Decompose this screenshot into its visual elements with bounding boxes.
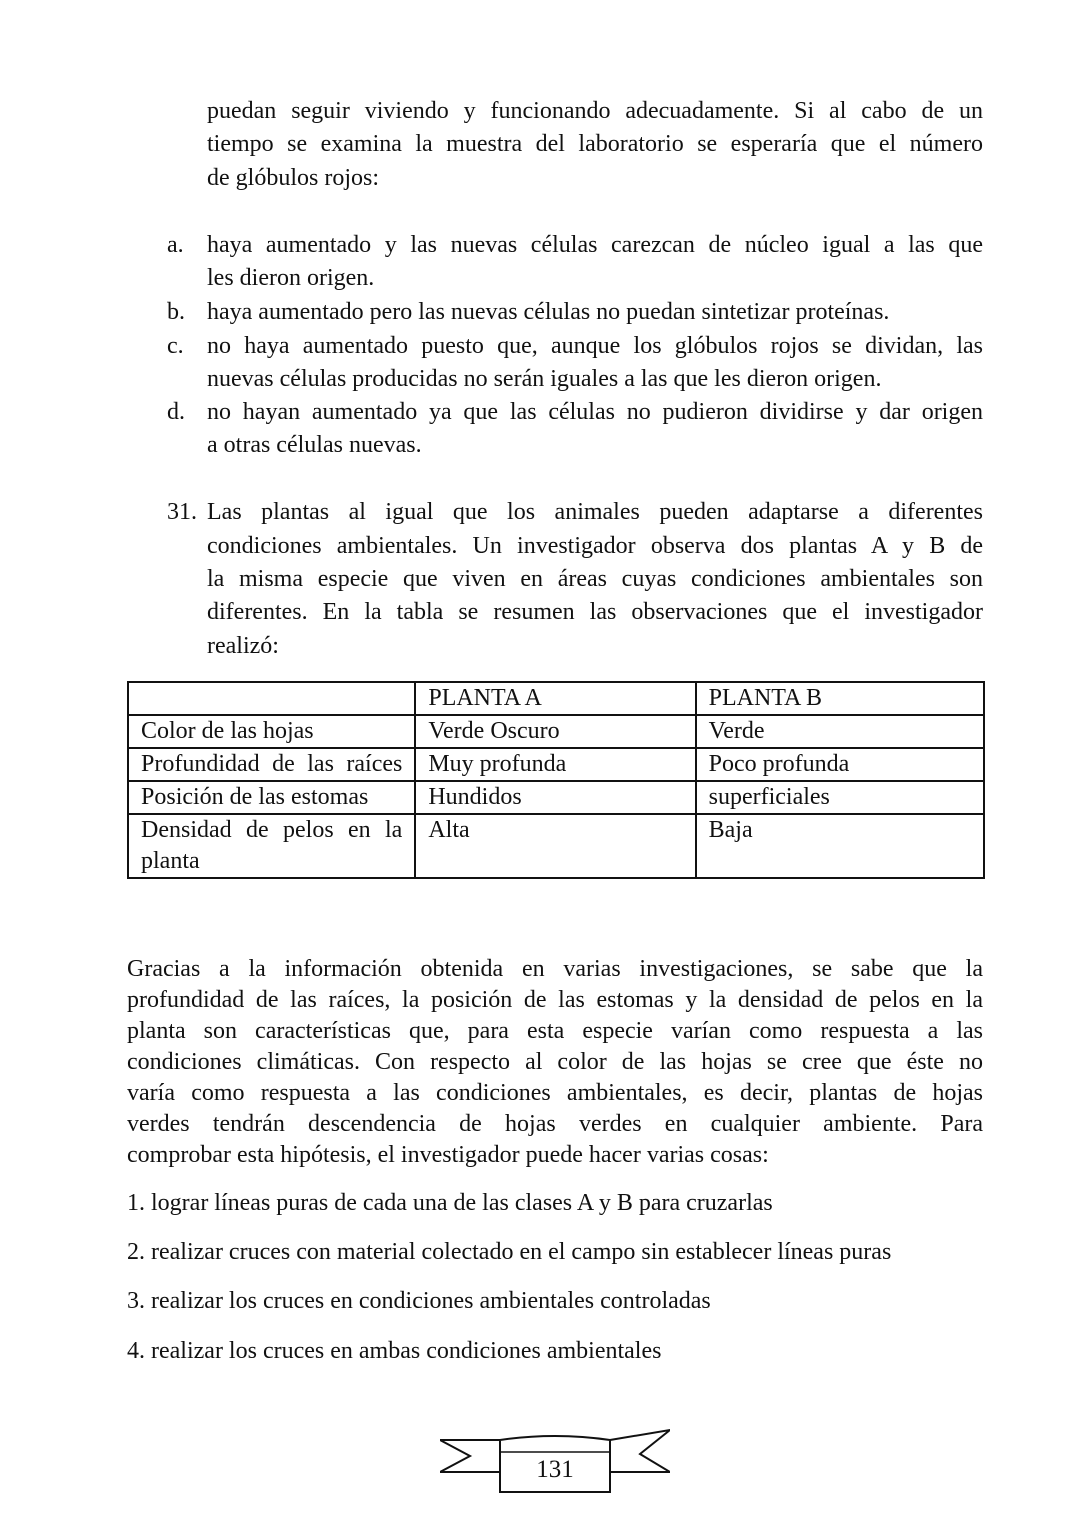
numbered-item: 4. realizar los cruces en ambas condiciones ambientales [127, 1338, 662, 1364]
table-row [128, 781, 984, 814]
table-cell [128, 748, 415, 781]
table-header-cell: PLANTA B [696, 682, 984, 715]
paragraph-line: varía como respuesta a las condiciones ambientales, es decir, plantas de hojas [127, 1080, 983, 1106]
table-cell-text: Profundidad de las raíces [141, 751, 403, 777]
paragraph-line: Gracias a la información obtenida en varias investigaciones, se sabe que la [127, 956, 983, 982]
page-number: 131 [536, 1456, 574, 1483]
option-marker-a: a. [167, 232, 184, 258]
table-cell: Hundidos [415, 781, 695, 814]
table-cell: superficiales [696, 781, 984, 814]
table-cell: Verde [696, 715, 984, 748]
numbered-item: 1. lograr líneas puras de cada una de las clases A y B para cruzarlas [127, 1190, 773, 1216]
table-cell: Muy profunda [415, 748, 695, 781]
observations-table [127, 681, 985, 879]
table-row [128, 748, 984, 781]
table-header-row [128, 682, 984, 715]
question-line: Las plantas al igual que los animales pueden adaptarse a diferentes [207, 499, 983, 525]
table-header-cell: PLANTA A [415, 682, 695, 715]
paragraph-line: planta son características que, para esta especie varían como respuesta a las [127, 1018, 983, 1044]
option-c-line: nuevas células producidas no serán iguales a las que les dieron origen. [207, 366, 882, 392]
table-cell-text: Densidad de pelos en la planta [141, 817, 403, 874]
paragraph-line: verdes tendrán descendencia de hojas verdes en cualquier ambiente. Para [127, 1111, 983, 1137]
table-cell [128, 814, 415, 878]
paragraph-line: condiciones climáticas. Con respecto al color de las hojas se cree que éste no [127, 1049, 983, 1075]
table-row [128, 814, 984, 878]
option-marker-c: c. [167, 333, 184, 359]
option-b-line: haya aumentado pero las nuevas células no puedan sintetizar proteínas. [207, 299, 890, 325]
question-line: diferentes. En la tabla se resumen las observaciones que el investigador [207, 599, 983, 625]
option-marker-b: b. [167, 299, 185, 325]
intro-line: de glóbulos rojos: [207, 165, 379, 191]
numbered-item: 3. realizar los cruces en condiciones ambientales controladas [127, 1288, 711, 1314]
table-cell: Color de las hojas [128, 715, 415, 748]
table-row [128, 715, 984, 748]
option-marker-d: d. [167, 399, 185, 425]
table-header-cell [128, 682, 415, 715]
question-line: condiciones ambientales. Un investigador observa dos plantas A y B de [207, 533, 983, 559]
table-cell: Posición de las estomas [128, 781, 415, 814]
numbered-item: 2. realizar cruces con material colectado en el campo sin establecer líneas puras [127, 1239, 892, 1265]
intro-line: tiempo se examina la muestra del laboratorio se esperaría que el número [207, 131, 983, 157]
option-a-line: les dieron origen. [207, 265, 375, 291]
table-cell: Baja [696, 814, 984, 878]
intro-line: puedan seguir viviendo y funcionando adecuadamente. Si al cabo de un [207, 98, 983, 124]
option-a-line: haya aumentado y las nuevas células carezcan de núcleo igual a las que [207, 232, 983, 258]
question-number: 31. [167, 499, 197, 525]
option-d-line: no hayan aumentado ya que las células no pudieron dividirse y dar origen [207, 399, 983, 425]
table-cell: Verde Oscuro [415, 715, 695, 748]
paragraph-line: comprobar esta hipótesis, el investigador puede hacer varias cosas: [127, 1142, 769, 1168]
paragraph-line: profundidad de las raíces, la posición de las estomas y la densidad de pelos en la [127, 987, 983, 1013]
question-line: la misma especie que viven en áreas cuyas condiciones ambientales son [207, 566, 983, 592]
table-cell: Alta [415, 814, 695, 878]
option-d-line: a otras células nuevas. [207, 432, 422, 458]
question-line: realizó: [207, 633, 279, 659]
table-cell: Poco profunda [696, 748, 984, 781]
option-c-line: no haya aumentado puesto que, aunque los glóbulos rojos se dividan, las [207, 333, 983, 359]
